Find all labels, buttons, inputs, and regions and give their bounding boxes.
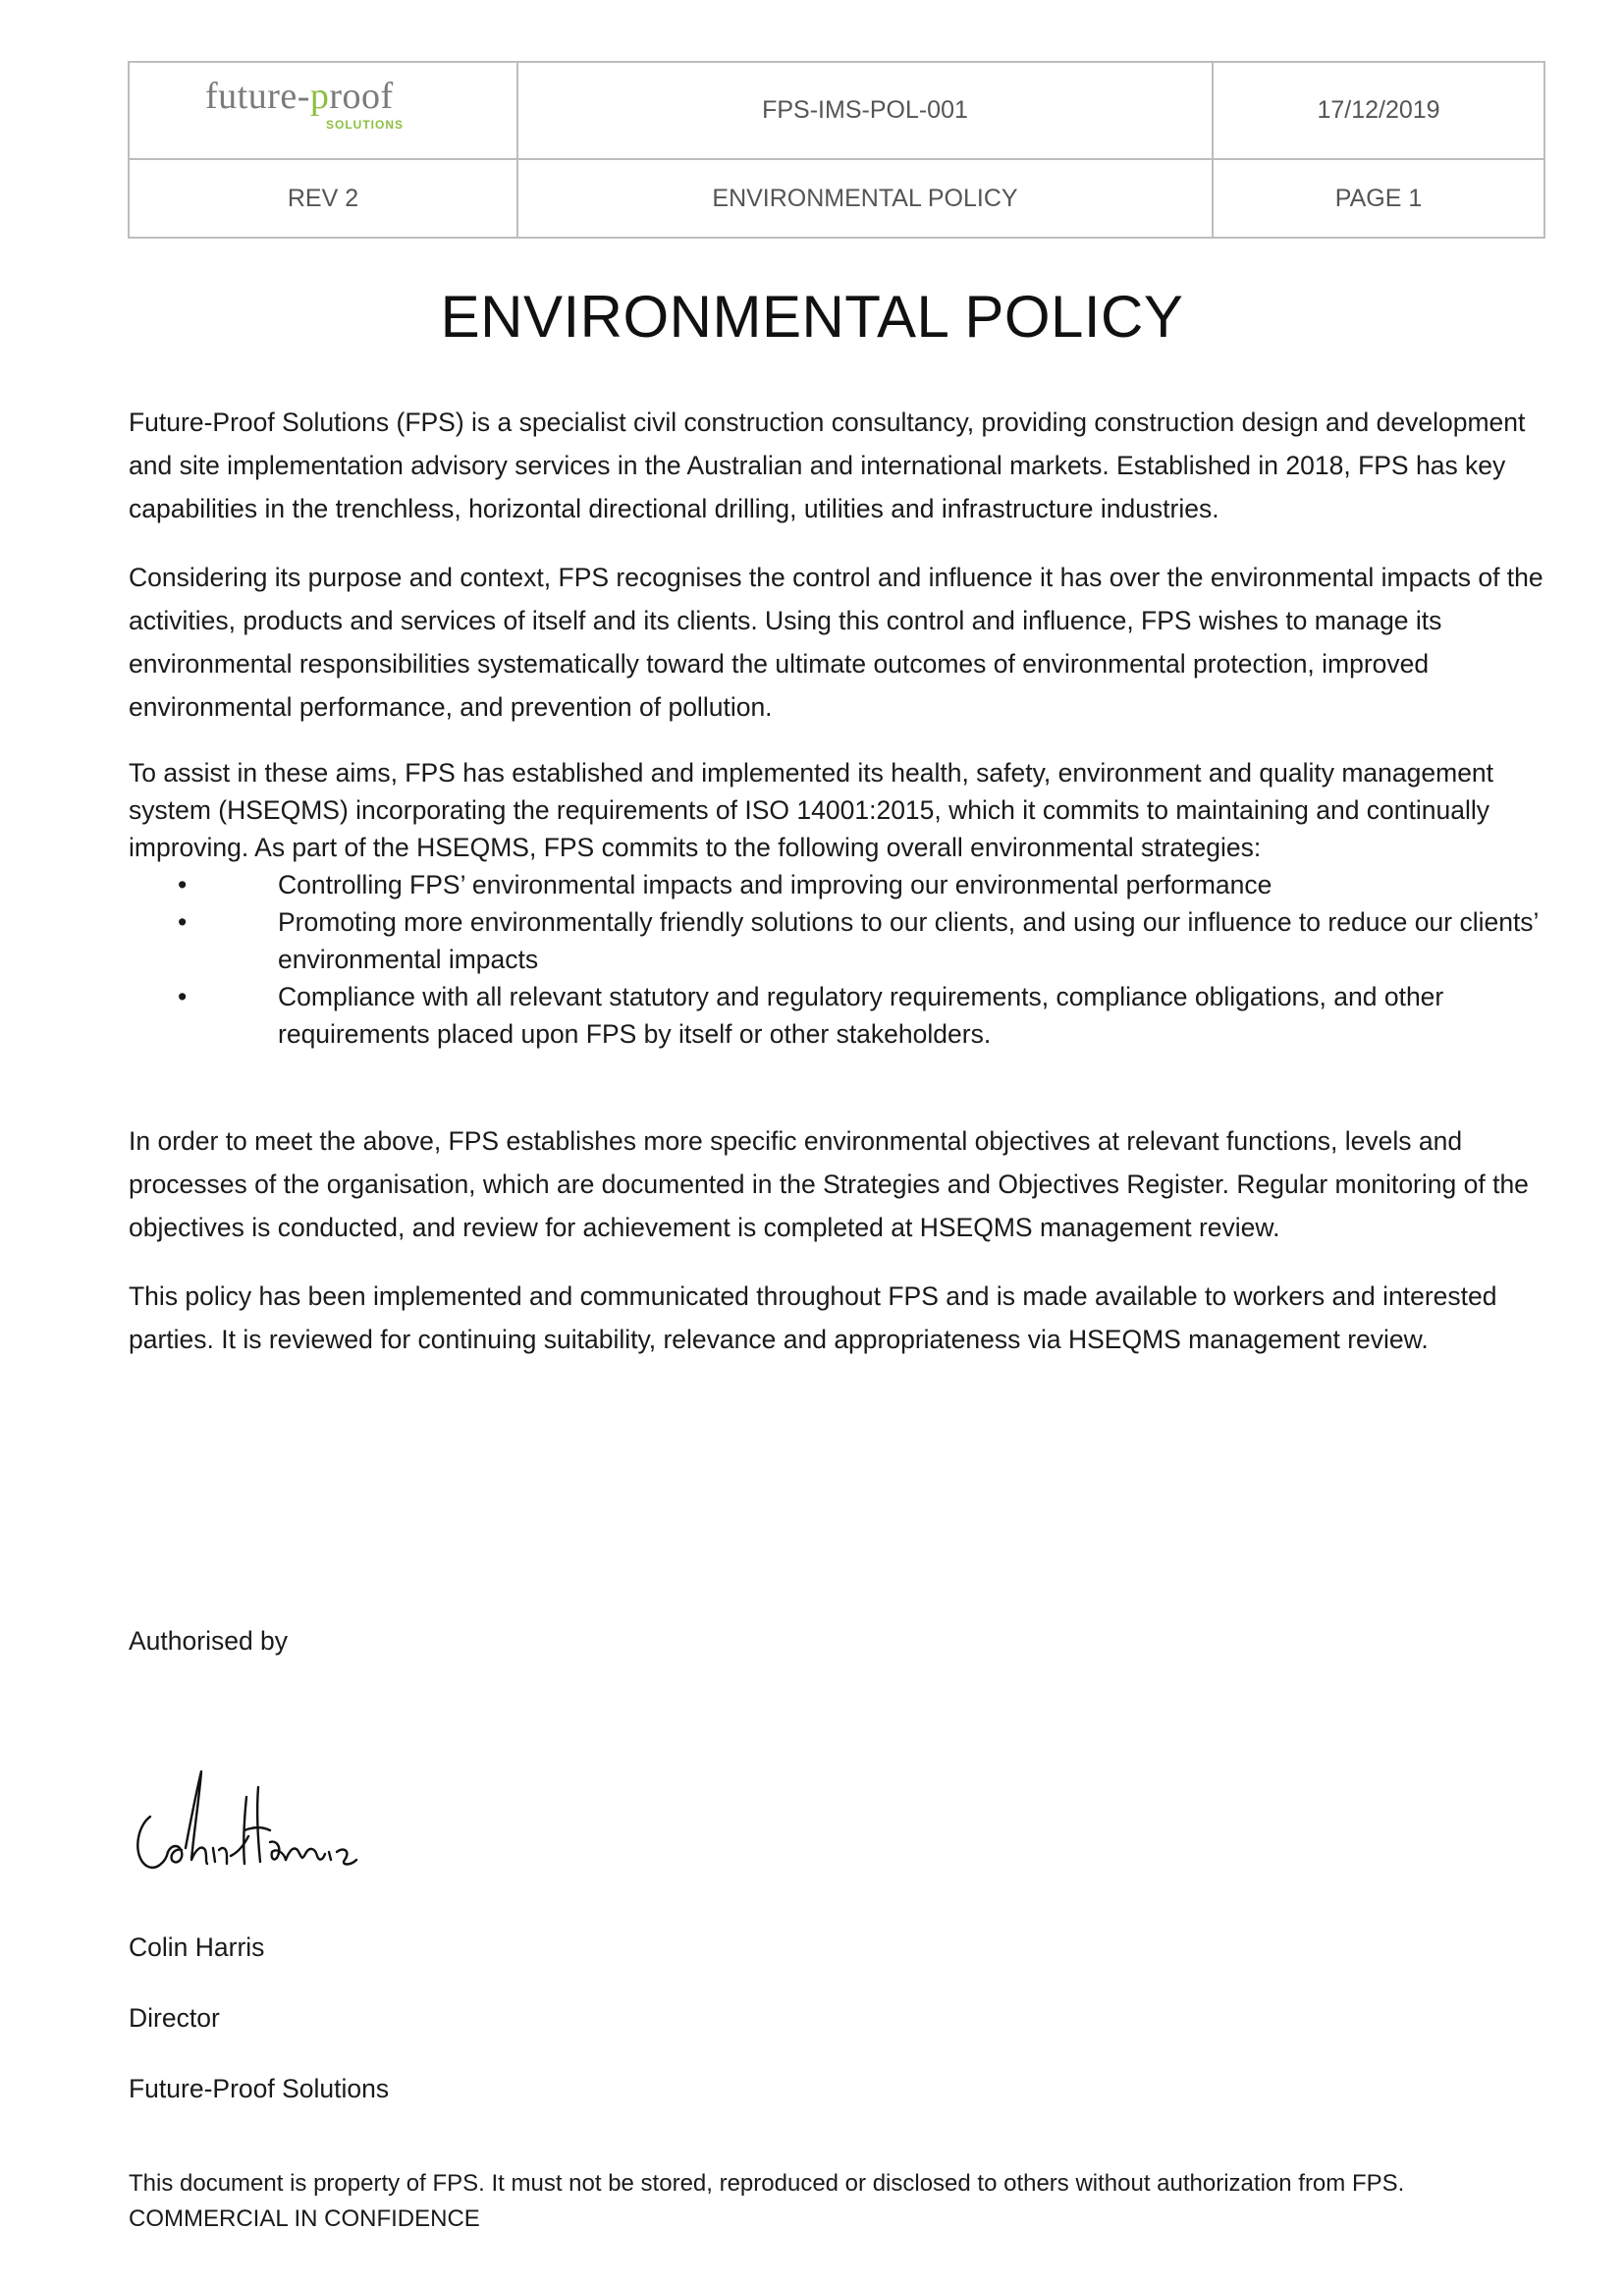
- doc-date: 17/12/2019: [1213, 62, 1544, 159]
- bullet-icon: •: [178, 870, 188, 899]
- page-title: ENVIRONMENTAL POLICY: [440, 284, 1184, 350]
- strategy-text: Promoting more environmentally friendly solutions to our clients, and using our influence to reduce our clients’ environmental impacts: [278, 907, 1539, 974]
- paragraph-company-intro: Future-Proof Solutions (FPS) is a specialist civil construction consultancy, providing construction design and development and site implementation advisory services in the Australian and international markets. Established in 2018, FPS has key capabilities in the trenchless, horizontal directional drilling, utilities and infrastructure industries.: [129, 408, 1526, 523]
- policy-body: [129, 401, 1547, 1387]
- signatory-organisation: Future-Proof Solutions: [129, 2074, 390, 2103]
- document-footer: [129, 2166, 1404, 2237]
- list-item: [129, 903, 1547, 978]
- doc-header-title: ENVIRONMENTAL POLICY: [517, 159, 1213, 238]
- logo-wordmark: future-proof: [205, 76, 394, 117]
- strategy-text: Compliance with all relevant statutory and regulatory requirements, compliance obligations, and other requirements placed upon FPS by itself or other stakeholders.: [278, 982, 1444, 1049]
- list-item: [129, 866, 1547, 903]
- paragraph-hseqms: To assist in these aims, FPS has established and implemented its health, safety, environment and quality management system (HSEQMS) incorporating the requirements of ISO 14001:2015, which it commits to maintaining and continually improving. As part of the HSEQMS, FPS commits to the following overall environmental strategies:: [129, 758, 1494, 862]
- doc-revision: REV 2: [129, 159, 517, 238]
- logo-cell: [129, 62, 517, 159]
- footer-confidentiality: COMMERCIAL IN CONFIDENCE: [129, 2205, 480, 2232]
- signatory-name: Colin Harris: [129, 1932, 265, 1962]
- paragraph-communication: This policy has been implemented and communicated throughout FPS and is made available to workers and interested parties. It is reviewed for continuing suitability, relevance and appropriateness via HSEQMS management review.: [129, 1281, 1497, 1354]
- signatory-title: Director: [129, 2003, 220, 2033]
- doc-page-number: PAGE 1: [1213, 159, 1544, 238]
- signature-image: [129, 1758, 384, 1885]
- logo-subtext: SOLUTIONS: [325, 118, 404, 132]
- paragraph-objectives: In order to meet the above, FPS establishes more specific environmental objectives at relevant functions, levels and processes of the organisation, which are documented in the Strategies and Objectives Register. Regular monitoring of the objectives is conducted, and review for achievement is completed at HSEQMS management review.: [129, 1126, 1529, 1242]
- bullet-icon: •: [178, 907, 188, 937]
- doc-number: FPS-IMS-POL-001: [517, 62, 1213, 159]
- authorised-by-label: Authorised by: [129, 1626, 289, 1656]
- list-item: [129, 978, 1547, 1053]
- strategies-list: [129, 866, 1547, 1053]
- document-header-table: [128, 61, 1545, 239]
- footer-disclaimer: This document is property of FPS. It must not be stored, reproduced or disclosed to others without authorization from FPS.: [129, 2170, 1405, 2197]
- paragraph-purpose-context: Considering its purpose and context, FPS recognises the control and influence it has over the environmental impacts of the activities, products and services of itself and its clients. Using this control and influence, FPS wishes to manage its environmental responsibilities systematically toward the ultimate outcomes of environmental protection, improved environmental performance, and prevention of pollution.: [129, 563, 1543, 722]
- company-logo: [205, 73, 441, 141]
- bullet-icon: •: [178, 982, 188, 1011]
- strategy-text: Controlling FPS’ environmental impacts and improving our environmental performance: [278, 870, 1272, 899]
